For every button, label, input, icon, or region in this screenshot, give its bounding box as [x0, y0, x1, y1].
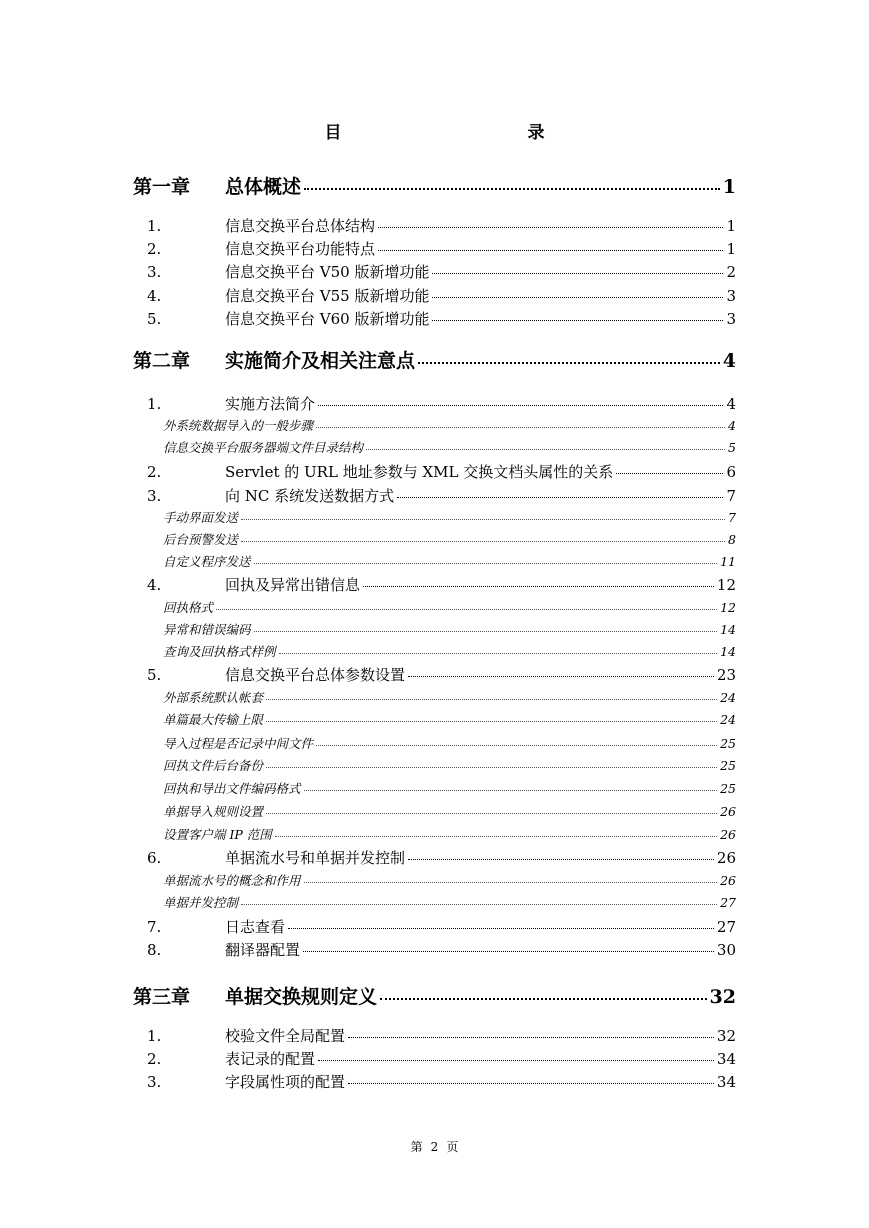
- toc-entry-page: 3: [726, 287, 736, 305]
- toc-entry-title: 单据流水号的概念和作用: [163, 873, 301, 888]
- dot-leader: [616, 473, 723, 474]
- toc-chapter-entry[interactable]: [133, 982, 736, 1009]
- toc-entry-title: 单据流水号和单据并发控制: [225, 849, 406, 867]
- dot-leader: [266, 721, 717, 722]
- toc-entry-page: 1: [726, 240, 736, 258]
- dot-leader: [432, 273, 723, 274]
- toc-entry-title: 翻译器配置: [225, 941, 301, 959]
- dot-leader: [432, 320, 723, 321]
- toc-entry-page: 27: [716, 918, 736, 936]
- toc-entry-title: 总体概述: [225, 176, 302, 198]
- toc-entry-page: 34: [716, 1050, 736, 1068]
- toc-section-entry[interactable]: [133, 1048, 736, 1069]
- toc-entry-page: 2: [726, 263, 736, 281]
- toc-entry-page: 26: [720, 827, 736, 842]
- toc-subsection-entry[interactable]: [163, 893, 736, 911]
- toc-entry-title: 单篇最大传输上限: [163, 712, 264, 727]
- toc-entry-title: 外系统数据导入的一般步骤: [163, 418, 314, 433]
- toc-entry-number: 4.: [147, 287, 162, 305]
- toc-entry-page: 3: [726, 310, 736, 328]
- dot-leader: [254, 631, 718, 632]
- dot-leader: [316, 745, 717, 746]
- dot-leader: [418, 362, 720, 364]
- toc-entry-page: 25: [720, 736, 736, 751]
- dot-leader: [432, 297, 723, 298]
- toc-entry-number: 4.: [147, 576, 162, 594]
- toc-entry-title: 手动界面发送: [163, 510, 239, 525]
- toc-entry-title: 回执文件后台备份: [163, 758, 264, 773]
- dot-leader: [266, 813, 717, 814]
- toc-entry-title: 向 NC 系统发送数据方式: [225, 487, 395, 505]
- toc-entry-page: 24: [720, 690, 736, 705]
- toc-entry-page: 7: [728, 510, 736, 525]
- footer-page-number: 2: [430, 1140, 439, 1154]
- dot-leader: [275, 836, 717, 837]
- toc-entry-title: 信息交换平台总体参数设置: [225, 666, 406, 684]
- dot-leader: [318, 405, 723, 406]
- toc-entry-title: 信息交换平台 V60 版新增功能: [225, 310, 430, 328]
- toc-entry-title: 信息交换平台 V55 版新增功能: [225, 287, 430, 305]
- toc-entry-page: 12: [716, 576, 736, 594]
- toc-section-entry[interactable]: [133, 285, 736, 306]
- toc-subsection-entry[interactable]: [163, 825, 736, 843]
- toc-subsection-entry[interactable]: [163, 620, 736, 638]
- toc-entry-number: 8.: [147, 941, 162, 959]
- toc-entry-title: 信息交换平台服务器端文件目录结构: [163, 440, 364, 455]
- toc-entry-title: 导入过程是否记录中间文件: [163, 736, 314, 751]
- toc-entry-number: 2.: [147, 240, 162, 258]
- toc-entry-title: 后台预警发送: [163, 532, 239, 547]
- toc-subsection-entry[interactable]: [163, 416, 736, 434]
- toc-section-entry[interactable]: [133, 215, 736, 236]
- toc-entry-number: 7.: [147, 918, 162, 936]
- toc-entry-title: 回执及异常出错信息: [225, 576, 361, 594]
- toc-entry-title: Servlet 的 URL 地址参数与 XML 交换文档头属性的关系: [225, 463, 614, 481]
- dot-leader: [279, 653, 718, 654]
- toc-entry-title: 回执格式: [163, 600, 214, 615]
- toc-entry-page: 34: [716, 1073, 736, 1091]
- toc-subsection-entry[interactable]: [163, 688, 736, 706]
- toc-entry-page: 14: [720, 644, 736, 659]
- toc-entry-page: 25: [720, 758, 736, 773]
- toc-entry-page: 4: [728, 418, 736, 433]
- toc-entry-page: 12: [720, 600, 736, 615]
- toc-entry-page: 1: [726, 217, 736, 235]
- toc-entry-title: 表记录的配置: [225, 1050, 316, 1068]
- toc-entry-number: 5.: [147, 666, 162, 684]
- toc-entry-title: 信息交换平台总体结构: [225, 217, 376, 235]
- dot-leader: [304, 188, 720, 190]
- toc-entry-page: 26: [720, 804, 736, 819]
- toc-entry-page: 23: [716, 666, 736, 684]
- toc-subsection-entry[interactable]: [163, 530, 736, 548]
- toc-entry-page: 25: [720, 781, 736, 796]
- dot-leader: [378, 250, 723, 251]
- dot-leader: [288, 928, 714, 929]
- dot-leader: [318, 1060, 714, 1061]
- dot-leader: [380, 998, 707, 1000]
- toc-entry-title: 日志查看: [225, 918, 286, 936]
- toc-entry-page: 14: [720, 622, 736, 637]
- toc-section-entry[interactable]: [133, 939, 736, 960]
- toc-entry-page: 4: [722, 350, 736, 372]
- toc-section-entry[interactable]: [133, 393, 736, 414]
- dot-leader: [316, 427, 725, 428]
- toc-entry-title: 单据导入规则设置: [163, 804, 264, 819]
- dot-leader: [348, 1083, 714, 1084]
- toc-entry-title: 设置客户端 IP 范围: [163, 827, 272, 842]
- toc-entry-title: 单据交换规则定义: [225, 986, 378, 1008]
- toc-entry-title: 查询及回执格式样例: [163, 644, 276, 659]
- toc-entry-number: 5.: [147, 310, 162, 328]
- toc-entry-page: 30: [716, 941, 736, 959]
- dot-leader: [266, 767, 717, 768]
- toc-entry-page: 1: [722, 176, 736, 198]
- toc-entry-page: 5: [728, 440, 736, 455]
- toc-section-entry[interactable]: [133, 308, 736, 329]
- toc-entry-number: 1.: [147, 395, 162, 413]
- toc-section-entry[interactable]: [133, 1071, 736, 1092]
- dot-leader: [241, 519, 725, 520]
- dot-leader: [266, 699, 717, 700]
- toc-entry-title: 单据并发控制: [163, 895, 239, 910]
- dot-leader: [304, 790, 718, 791]
- toc-entry-title: 信息交换平台功能特点: [225, 240, 376, 258]
- toc-subsection-entry[interactable]: [163, 710, 736, 728]
- toc-section-entry[interactable]: [133, 461, 736, 482]
- toc-entry-number: 6.: [147, 849, 162, 867]
- dot-leader: [254, 563, 718, 564]
- toc-entry-number: 1.: [147, 217, 162, 235]
- toc-entry-title: 异常和错误编码: [163, 622, 251, 637]
- toc-section-entry[interactable]: [133, 485, 736, 506]
- toc-entry-title: 信息交换平台 V50 版新增功能: [225, 263, 430, 281]
- toc-entry-title: 校验文件全局配置: [225, 1027, 346, 1045]
- toc-section-entry[interactable]: [133, 1025, 736, 1046]
- toc-entry-page: 8: [728, 532, 736, 547]
- toc-subsection-entry[interactable]: [163, 779, 736, 797]
- toc-subsection-entry[interactable]: [163, 642, 736, 660]
- toc-chapter-entry[interactable]: [133, 172, 736, 199]
- dot-leader: [303, 951, 714, 952]
- toc-entry-number: 第一章: [133, 176, 191, 198]
- toc-entry-title: 字段属性项的配置: [225, 1073, 346, 1091]
- toc-entry-page: 26: [720, 873, 736, 888]
- toc-subsection-entry[interactable]: [163, 598, 736, 616]
- toc-entry-number: 3.: [147, 487, 162, 505]
- dot-leader: [304, 882, 718, 883]
- toc-subsection-entry[interactable]: [163, 802, 736, 820]
- toc-entry-page: 6: [726, 463, 736, 481]
- dot-leader: [216, 609, 717, 610]
- toc-subsection-entry[interactable]: [163, 508, 736, 526]
- footer-prefix: 第: [410, 1140, 423, 1154]
- toc-entry-page: 32: [716, 1027, 736, 1045]
- toc-entry-number: 第二章: [133, 350, 191, 372]
- toc-entry-page: 27: [720, 895, 736, 910]
- toc-section-entry[interactable]: [133, 238, 736, 259]
- toc-subsection-entry[interactable]: [163, 734, 736, 752]
- dot-leader: [378, 227, 723, 228]
- dot-leader: [408, 859, 714, 860]
- toc-entry-title: 实施简介及相关注意点: [225, 350, 416, 372]
- toc-subsection-entry[interactable]: [163, 871, 736, 889]
- toc-section-entry[interactable]: [133, 261, 736, 282]
- toc-subsection-entry[interactable]: [163, 756, 736, 774]
- dot-leader: [241, 904, 717, 905]
- toc-entry-number: 3.: [147, 263, 162, 281]
- toc-entry-page: 26: [716, 849, 736, 867]
- dot-leader: [408, 676, 714, 677]
- toc-entry-page: 7: [726, 487, 736, 505]
- toc-entry-page: 24: [720, 712, 736, 727]
- toc-entry-page: 32: [709, 986, 736, 1008]
- toc-entry-number: 第三章: [133, 986, 191, 1008]
- toc-section-entry[interactable]: [133, 847, 736, 868]
- toc-entry-page: 11: [720, 554, 736, 569]
- toc-section-entry[interactable]: [133, 574, 736, 595]
- toc-title: 目 录: [324, 123, 635, 143]
- toc-entry-title: 实施方法简介: [225, 395, 316, 413]
- dot-leader: [348, 1037, 714, 1038]
- toc-entry-title: 自定义程序发送: [163, 554, 251, 569]
- toc-section-entry[interactable]: [133, 916, 736, 937]
- toc-entry-number: 3.: [147, 1073, 162, 1091]
- toc-subsection-entry[interactable]: [163, 438, 736, 456]
- toc-entry-page: 4: [726, 395, 736, 413]
- dot-leader: [241, 541, 725, 542]
- toc-chapter-entry[interactable]: [133, 346, 736, 373]
- page-footer: [0, 1138, 869, 1155]
- footer-suffix: 页: [446, 1140, 459, 1154]
- dot-leader: [397, 497, 723, 498]
- toc-subsection-entry[interactable]: [163, 552, 736, 570]
- toc-entry-number: 2.: [147, 463, 162, 481]
- toc-entry-number: 2.: [147, 1050, 162, 1068]
- toc-entry-number: 1.: [147, 1027, 162, 1045]
- dot-leader: [363, 586, 714, 587]
- toc-entry-title: 外部系统默认帐套: [163, 690, 264, 705]
- dot-leader: [366, 449, 725, 450]
- toc-entry-title: 回执和导出文件编码格式: [163, 781, 301, 796]
- toc-section-entry[interactable]: [133, 664, 736, 685]
